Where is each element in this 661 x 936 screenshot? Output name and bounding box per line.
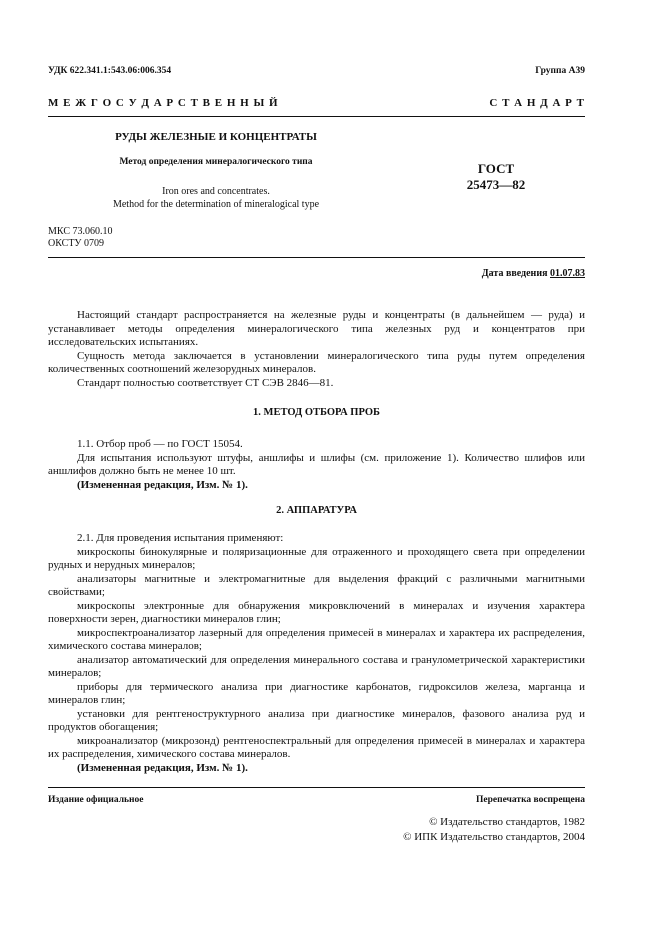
official-edition: Издание официальное bbox=[48, 795, 144, 805]
intro-date-label: Дата введения bbox=[481, 268, 548, 279]
equipment-item: приборы для термического анализа при диагностике карбонатов, гидроксилов железа, марганца и минералов глин; bbox=[48, 680, 585, 706]
footer-rule bbox=[48, 787, 585, 788]
section1-change-note: (Измененная редакция, Изм. № 1). bbox=[77, 478, 248, 491]
intro-paragraph: Стандарт полностью соответствует СТ СЭВ 2846—81. bbox=[77, 376, 334, 389]
group-code: Группа А39 bbox=[535, 66, 585, 76]
equipment-item: микроскопы бинокулярные и поляризационные для отраженного и проходящего света при определении рудных и нерудных минералов; bbox=[48, 545, 585, 571]
banner-standard: С Т А Н Д А Р Т bbox=[489, 97, 585, 109]
gost-label: ГОСТ bbox=[477, 161, 515, 176]
copyright-1982: © Издательство стандартов, 1982 bbox=[429, 816, 585, 828]
section1-heading: 1. МЕТОД ОТБОРА ПРОБ bbox=[253, 407, 380, 418]
equipment-item: анализаторы магнитные и электромагнитные для выделения фракций с различными магнитными свойствами; bbox=[48, 572, 585, 598]
section2-text bbox=[48, 532, 585, 775]
title-english-1: Iron ores and concentrates. bbox=[162, 186, 270, 197]
equipment-item: микроспектроанализатор лазерный для определения примесей в минералах и характера их распределения, химического состава минералов; bbox=[48, 626, 585, 652]
udk-code: УДК 622.341.1:543.06:006.354 bbox=[48, 66, 172, 76]
intro-date bbox=[482, 268, 585, 279]
intro-paragraph: Настоящий стандарт распространяется на железные руды и концентраты (в дальнейшем — руда) и устанавливает методы определения минералогического типа железных руд и концентратов при исследовательских испытаниях. bbox=[48, 309, 585, 348]
banner-interstate: М Е Ж Г О С У Д А Р С Т В Е Н Н Ы Й bbox=[48, 97, 279, 109]
section2-paragraph: 2.1. Для проведения испытания применяют: bbox=[77, 532, 284, 544]
intro-text bbox=[48, 309, 585, 390]
section1-paragraph: 1.1. Отбор проб — по ГОСТ 15054. bbox=[77, 438, 243, 450]
equipment-item: анализатор автоматический для определения минерального состава и гранулометрической характеристики минералов; bbox=[48, 653, 585, 679]
section1-text bbox=[48, 438, 585, 492]
section1-paragraph: Для испытания используют штуфы, аншлифы и шлифы (см. приложение 1). Количество шлифов или аншлифов должно быть не менее 10 шт. bbox=[48, 451, 585, 477]
section2-change-note: (Измененная редакция, Изм. № 1). bbox=[77, 761, 248, 774]
banner-rule bbox=[48, 116, 585, 117]
equipment-item: микроанализатор (микрозонд) рентгеноспектральный для определения примесей в минералах и характера их распределения, химического состава минералов. bbox=[48, 734, 585, 760]
okstu-code: ОКСТУ 0709 bbox=[48, 238, 105, 249]
intro-paragraph: Сущность метода заключается в установлении минералогического типа руды путем определения количественных соотношений железорудных минералов. bbox=[48, 349, 585, 375]
doc-subtitle: Метод определения минералогического типа bbox=[119, 157, 313, 167]
intro-date-value: 01.07.83 bbox=[550, 268, 585, 279]
equipment-item: микроскопы электронные для обнаружения микровключений в минералах и изучения характера поверхности зерен, диагностики минералов глин; bbox=[48, 599, 585, 625]
codes-rule bbox=[48, 257, 585, 258]
section2-heading: 2. АППАРАТУРА bbox=[276, 505, 357, 516]
mks-code: МКС 73.060.10 bbox=[48, 226, 113, 237]
gost-number: 25473—82 bbox=[466, 177, 526, 192]
doc-title: РУДЫ ЖЕЛЕЗНЫЕ И КОНЦЕНТРАТЫ bbox=[115, 131, 317, 143]
title-english-2: Method for the determination of mineralogical type bbox=[112, 199, 320, 210]
equipment-item: установки для рентгеноструктурного анализа при диагностике минералов, фазового анализа руд и продуктов обогащения; bbox=[48, 707, 585, 733]
copyright-2004: © ИПК Издательство стандартов, 2004 bbox=[403, 831, 585, 843]
reprint-prohibited: Перепечатка воспрещена bbox=[475, 795, 585, 805]
